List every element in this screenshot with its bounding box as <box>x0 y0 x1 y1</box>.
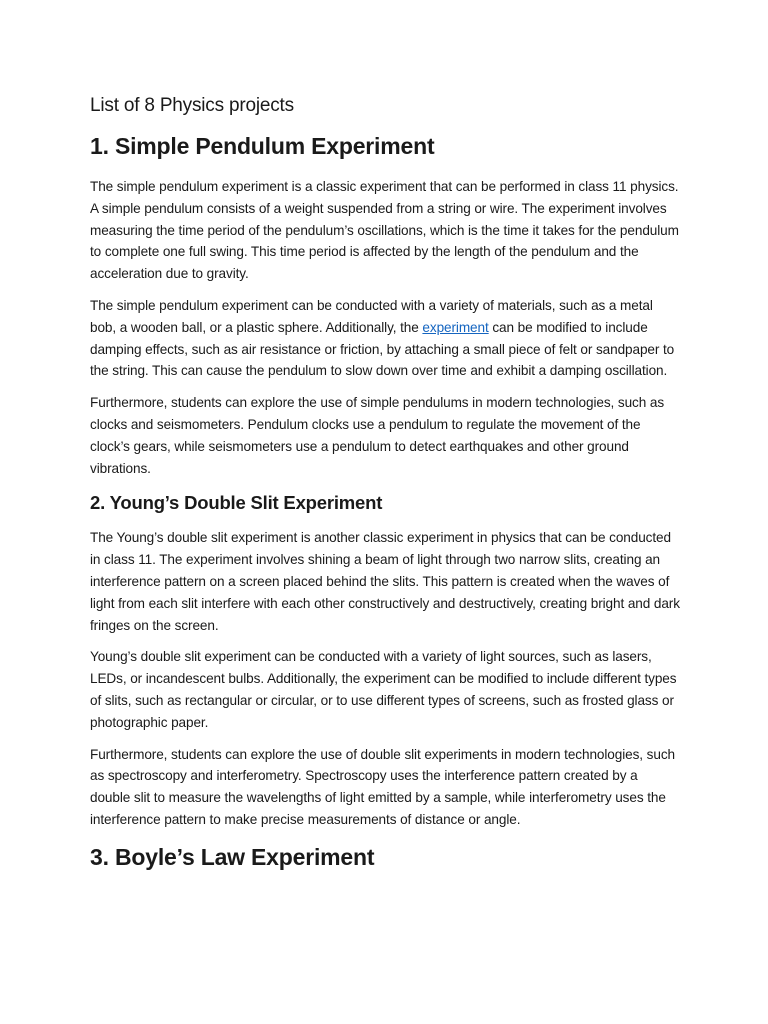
paragraph: The simple pendulum experiment is a classic experiment that can be performed in class 11 physics. A simple pendulum consists of a weight suspended from a string or wire. The experiment involves measuring the time period of the pendulum’s oscillations, which is the time it takes for the pendulum to complete one full swing. This time period is affected by the length of the pendulum and the acceleration due to gravity. <box>90 179 679 282</box>
paragraph-text: can be modified to include damping effects, such as air resistance or friction, by attaching a small piece of felt or sandpaper to the string. This can cause the pendulum to slow down over time and exhibit a damping oscillation. <box>90 319 675 379</box>
paragraph-text: The simple pendulum experiment can be conducted with a variety of materials, such as a metal bob, a wooden ball, or a plastic sphere. Additionally, the <box>90 297 653 335</box>
paragraph: Furthermore, students can explore the use of double slit experiments in modern technologies, such as spectroscopy and interferometry. Spectroscopy uses the interference pattern created by a double slit to measure the wavelengths of light emitted by a sample, while interferometry uses the interference pattern to make precise measurements of distance or angle. <box>90 746 675 827</box>
paragraph: Young’s double slit experiment can be conducted with a variety of light sources, such as lasers, LEDs, or incandescent bulbs. Additionally, the experiment can be modified to include different types of slits, such as rectangular or circular, or to use different types of screens, such as frosted glass or photographic paper. <box>90 649 677 730</box>
section-heading-boyles-law: 3. Boyle’s Law Experiment <box>90 843 375 870</box>
document-page <box>90 92 680 887</box>
document-title: List of 8 Physics projects <box>90 95 294 116</box>
paragraph-with-link <box>90 295 680 382</box>
paragraph: Furthermore, students can explore the use of simple pendulums in modern technologies, such as clocks and seismometers. Pendulum clocks use a pendulum to regulate the movement of the clock’s gears, while seismometers use a pendulum to detect earthquakes and other ground vibrations. <box>90 395 665 476</box>
section-heading-double-slit: 2. Young’s Double Slit Experiment <box>90 492 383 514</box>
section-double-slit <box>90 489 680 830</box>
section-heading-simple-pendulum: 1. Simple Pendulum Experiment <box>90 133 435 159</box>
section-boyles-law <box>90 841 680 873</box>
experiment-link[interactable]: experiment <box>422 319 489 335</box>
section-simple-pendulum <box>90 130 680 479</box>
paragraph: The Young’s double slit experiment is another classic experiment in physics that can be conducted in class 11. The experiment involves shining a beam of light through two narrow slits, creating an interference pattern on a screen placed behind the slits. This pattern is created when the waves of light from each slit interfere with each other constructively and destructively, creating bright and dark fringes on the screen. <box>90 530 680 633</box>
